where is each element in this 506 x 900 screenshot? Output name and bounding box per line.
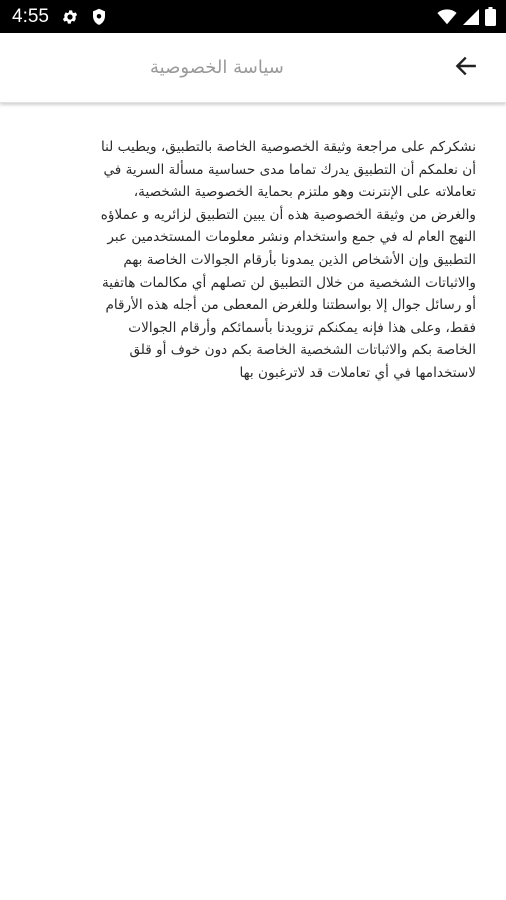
status-bar — [0, 0, 506, 33]
page-title: سياسة الخصوصية — [150, 57, 284, 78]
back-button[interactable] — [438, 40, 494, 96]
status-time: 4:55 — [12, 5, 49, 27]
battery-icon — [485, 7, 496, 26]
shield-icon — [91, 8, 107, 26]
arrow-back-icon — [453, 53, 479, 83]
signal-icon — [463, 9, 479, 25]
wifi-icon — [437, 9, 457, 25]
status-right — [437, 7, 496, 26]
gear-icon — [61, 8, 79, 26]
status-left — [12, 6, 107, 28]
app-bar — [0, 33, 506, 103]
privacy-policy-text: نشكركم على مراجعة وثيقة الخصوصية الخاصة بالتطبيق، ويطيب لنا أن نعلمكم أن التطبيق يدرك تماما مدى حساسية مسألة السرية في تعاملاته على الإنترنت وهو ملتزم بحماية الخصوصية الشخصية، والغرض من وثيقة الخصوصية هذه أن يبين التطبيق لزائريه و عملاؤه النهج العام له في جمع واستخدام ونشر معلومات المستخدمين عبر التطبيق وإن الأشخاص الذين يمدونا بأرقام الجوالات الخاصة بهم والاثباتات الشخصية من خلال التطبيق لن تصلهم أي مكالمات هاتفية أو رسائل جوال إلا بواسطتنا وللغرض المعطى من أجله هذه الأرقام فقط، وعلى هذا فإنه يمكنكم تزويدنا بأسمائكم وأرقام الجوالات الخاصة بكم والاثباتات الشخصية الخاصة بكم دون خوف أو قلق لاستخدامها في أي تعاملات قد لاترغبون بها — [100, 139, 476, 381]
